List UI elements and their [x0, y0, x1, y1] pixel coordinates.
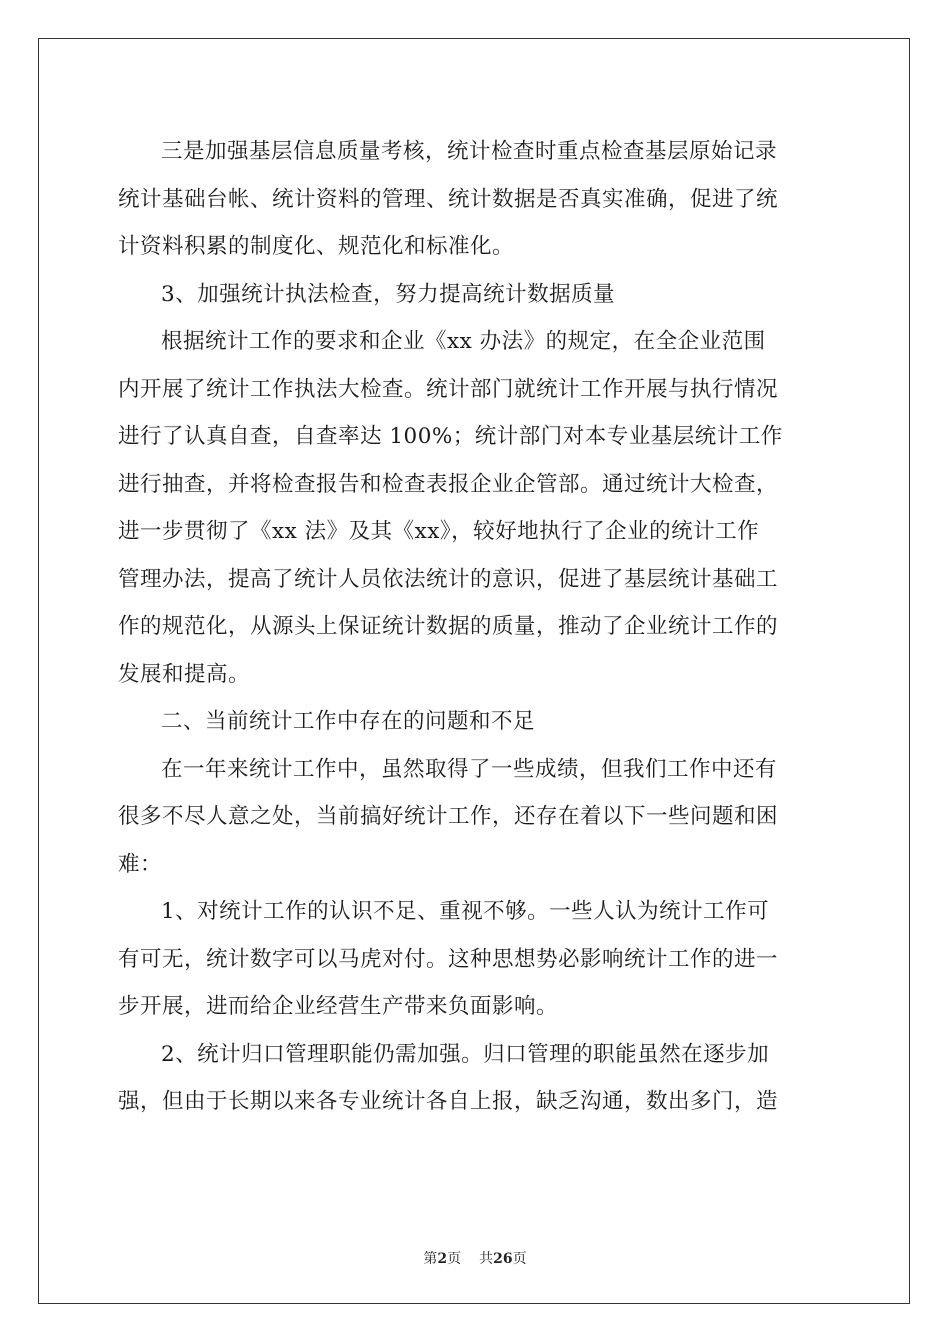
paragraph-line: 内开展了统计工作执法大检查。统计部门就统计工作开展与执行情况 [118, 376, 779, 402]
paragraph-line: 难： [118, 851, 163, 877]
total-pages: 26 [493, 1251, 513, 1267]
paragraph-line: 步开展，进而给企业经营生产带来负面影响。 [118, 994, 559, 1019]
paragraph-line: 在一年来统计工作中，虽然取得了一些成绩，但我们工作中还有 [161, 756, 778, 782]
paragraph-line: 强，但由于长期以来各专业统计各自上报，缺乏沟通，数出多门，造 [118, 1089, 779, 1114]
paragraph-line: 2、统计归口管理职能仍需加强。归口管理的职能虽然在逐步加 [161, 1041, 770, 1067]
total-prefix: 共 [479, 1251, 494, 1267]
section-heading: 3、加强统计执法检查，努力提高统计数据质量 [161, 281, 616, 307]
total-suffix: 页 [512, 1251, 527, 1267]
paragraph-line: 三是加强基层信息质量考核，统计检查时重点检查基层原始记录 [161, 139, 778, 164]
paragraph-line: 作的规范化，从源头上保证统计数据的质量，推动了企业统计工作的 [118, 614, 779, 639]
paragraph-line: 进一步贯彻了《xx 法》及其《xx》，较好地执行了企业的统计工作 [118, 519, 760, 544]
paragraph-line: 根据统计工作的要求和企业《xx 办法》的规定，在全企业范围 [161, 329, 766, 354]
page-prefix: 第 [423, 1251, 438, 1267]
paragraph-line: 1、对统计工作的认识不足、重视不够。一些人认为统计工作可 [161, 899, 770, 924]
page-suffix: 页 [447, 1251, 462, 1267]
paragraph-line: 很多不尽人意之处，当前搞好统计工作，还存在着以下一些问题和困 [118, 804, 779, 829]
paragraph-line: 进行了认真自查，自查率达 100%；统计部门对本专业基层统计工作 [118, 424, 783, 449]
section-heading: 二、当前统计工作中存在的问题和不足 [161, 709, 536, 734]
paragraph-line: 计资料积累的制度化、规范化和标准化。 [118, 234, 515, 259]
paragraph-line: 统计基础台帐、统计资料的管理、统计数据是否真实准确，促进了统 [118, 186, 779, 212]
page-footer [0, 1248, 950, 1268]
paragraph-line: 管理办法，提高了统计人员依法统计的意识，促进了基层统计基础工 [118, 566, 779, 592]
paragraph-line: 有可无，统计数字可以马虎对付。这种思想势必影响统计工作的进一 [118, 946, 779, 972]
page-number: 2 [437, 1251, 448, 1267]
document-body [118, 128, 832, 1126]
paragraph-line: 发展和提高。 [118, 661, 251, 687]
paragraph-line: 进行抽查，并将检查报告和检查表报企业企管部。通过统计大检查， [118, 471, 779, 497]
